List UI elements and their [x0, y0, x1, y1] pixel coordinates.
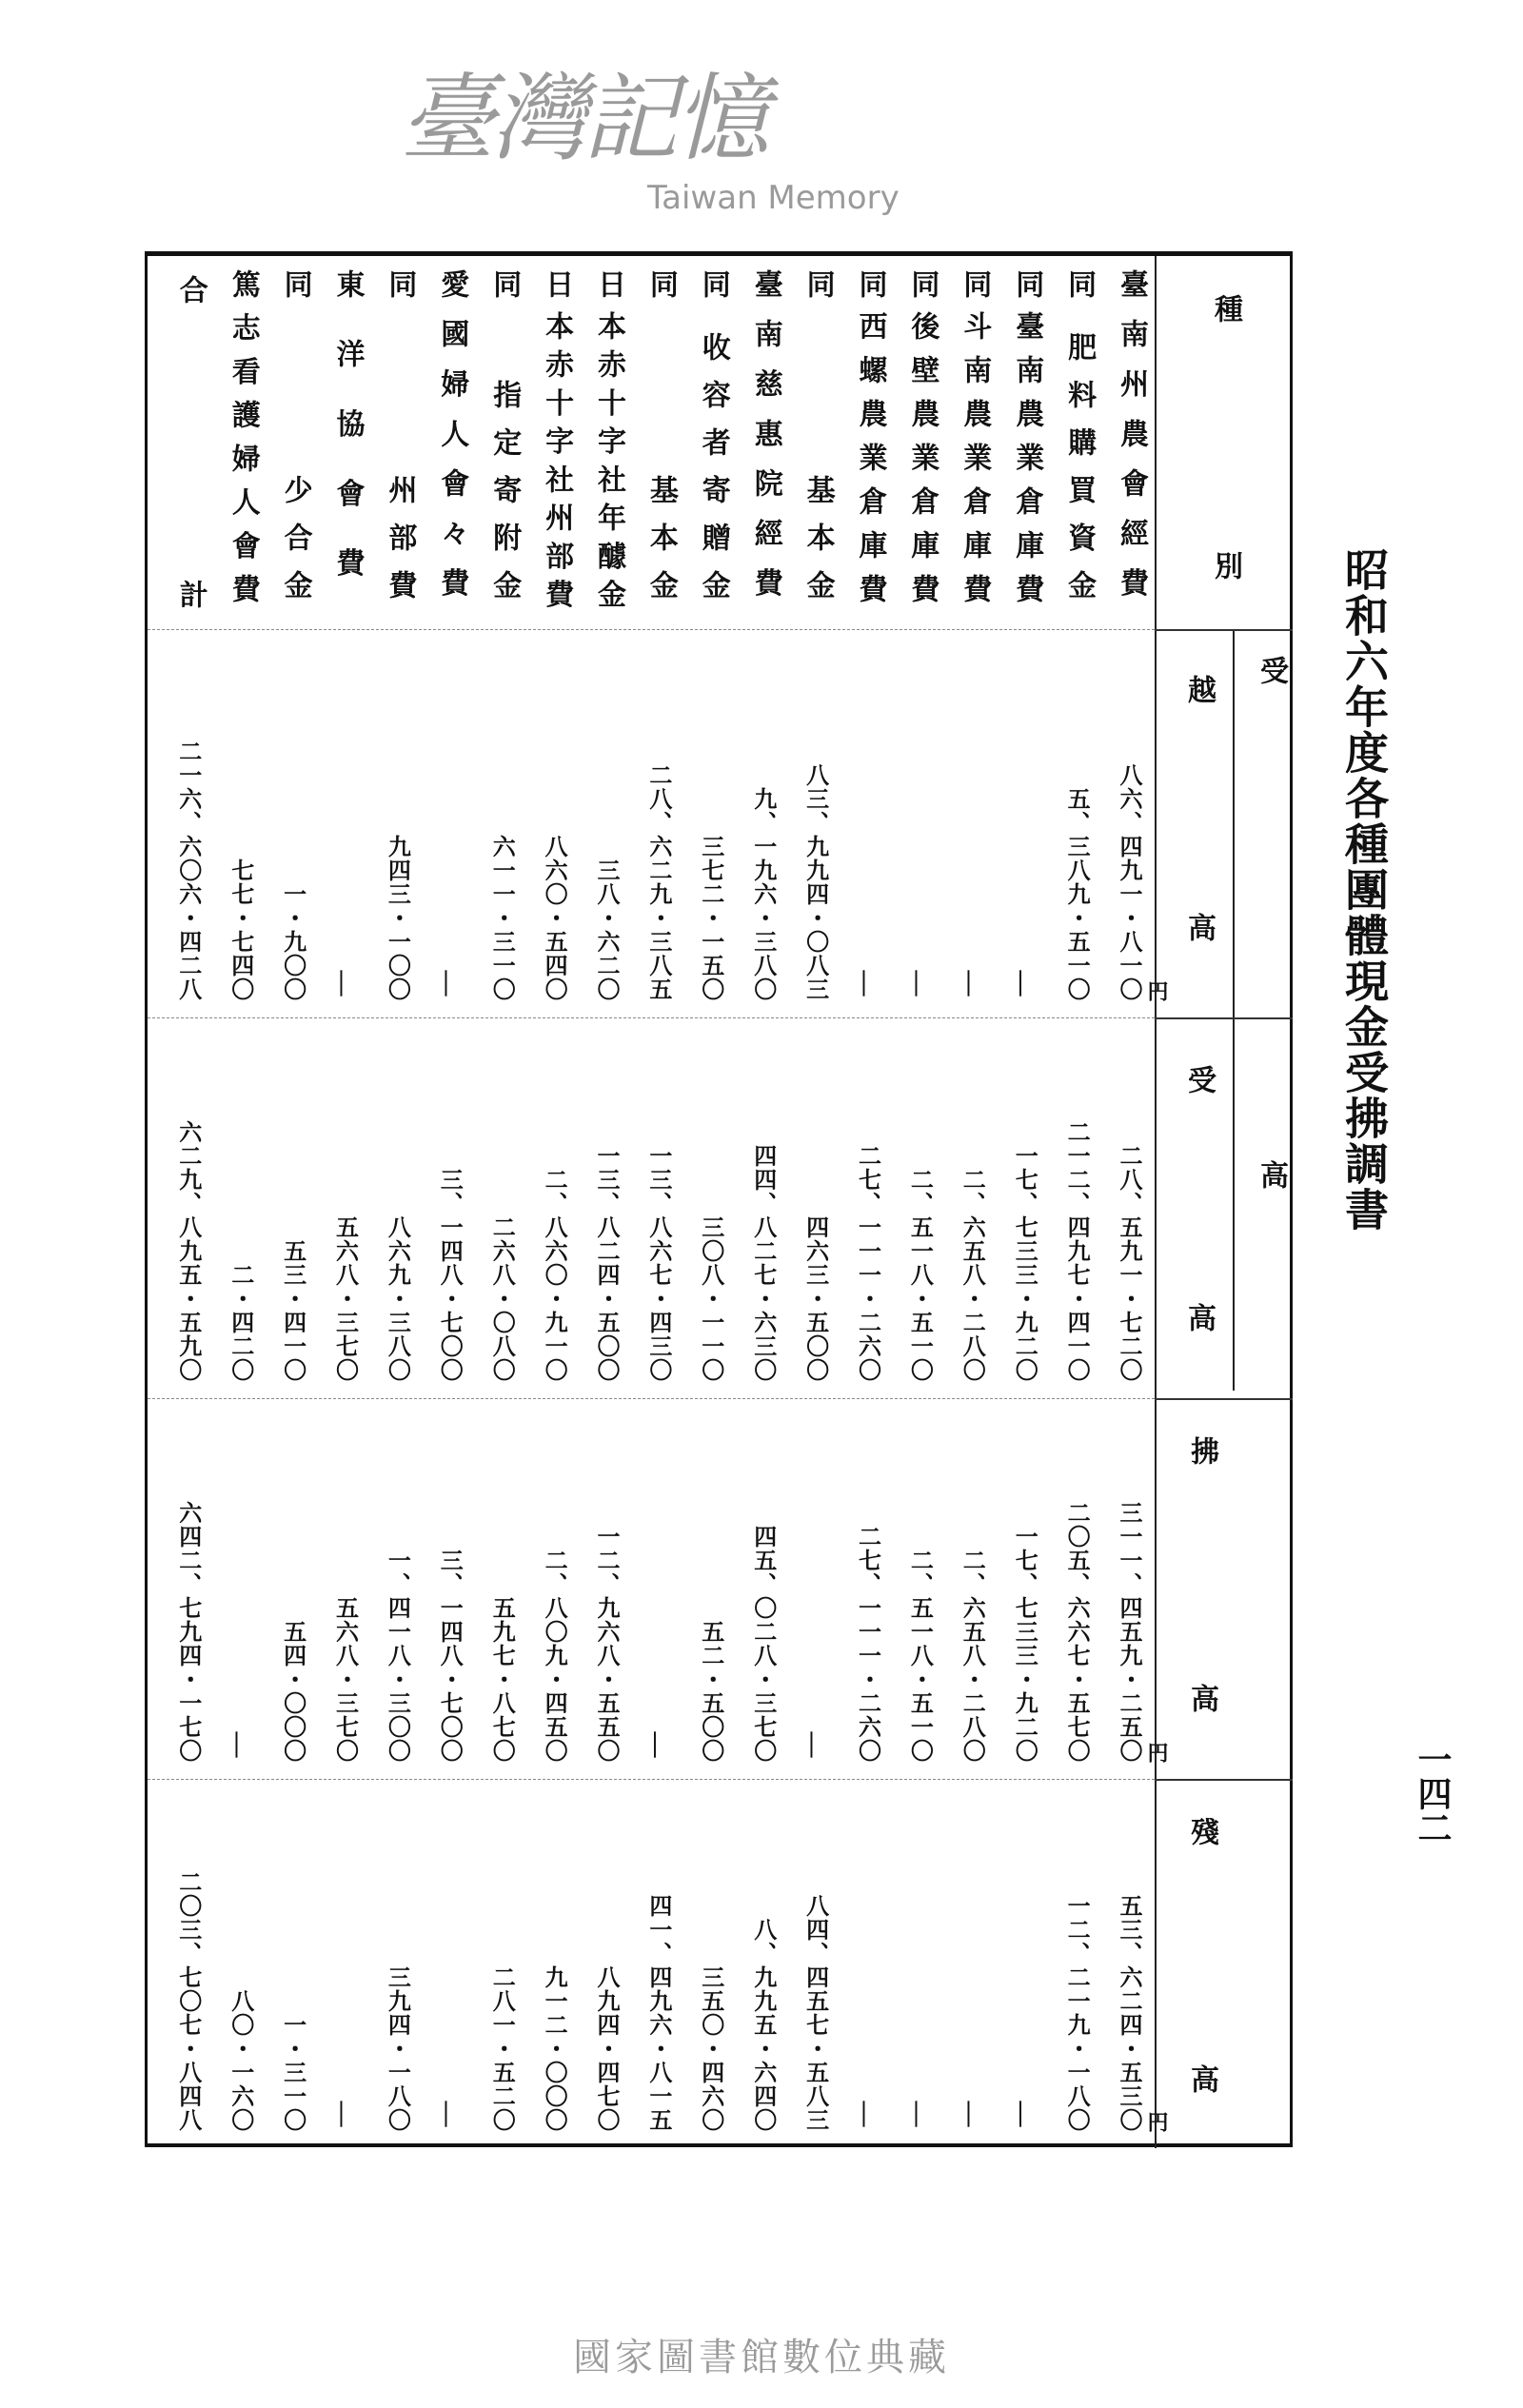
row-category-name: 臺南農業倉庫費 — [1010, 311, 1044, 618]
row-prefix: 同 — [1010, 269, 1044, 298]
row-category-name: 臺南慈惠院經費 — [748, 269, 782, 618]
row-category-name: 本赤十字社年醵金 — [592, 311, 625, 618]
section-divider — [148, 1779, 1155, 1780]
row-prefix: 同 — [383, 269, 417, 298]
cell-balance: 一二、二一九・一八〇 — [1063, 1894, 1092, 2132]
cell-receipts: 八六九・三八〇 — [384, 1215, 412, 1382]
cell-payments: 三、一四八・七〇〇 — [436, 1549, 465, 1763]
cell-payments: — — [639, 1730, 673, 1759]
cell-receipts: 二・四二〇 — [227, 1263, 255, 1382]
cell-payments: 五六八・三七〇 — [331, 1596, 360, 1763]
cell-carryover: 三八・六二〇 — [593, 859, 621, 1001]
cell-balance: — — [326, 2100, 360, 2128]
cell-payments: 五九七・八七〇 — [488, 1596, 517, 1763]
row-prefix: 同 — [487, 269, 522, 298]
cell-balance: 八〇・一六〇 — [227, 1989, 255, 2132]
header-carryover: 越高 — [1182, 675, 1216, 1151]
header-divider — [1155, 256, 1157, 2148]
cell-carryover: — — [953, 969, 987, 997]
row-category-name: 少合金 — [278, 475, 312, 618]
cell-receipts: 一三、八二四・五〇〇 — [593, 1144, 621, 1382]
row-category-name: 後壁農業倉庫費 — [905, 311, 940, 618]
cell-balance: 八四、四五七・五八三 — [801, 1894, 830, 2132]
cell-receipts: 一七、七三三・九二〇 — [1011, 1144, 1039, 1382]
cell-balance: 二八一・五二〇 — [488, 1965, 517, 2132]
row-category-name: 本赤十字社州部費 — [540, 311, 574, 618]
header-payments: 拂高 — [1185, 1436, 1218, 1931]
cell-balance: 九一二・〇〇〇 — [541, 1965, 569, 2132]
row-category-name: 臺南州農會經費 — [1115, 269, 1148, 618]
row-prefix: 同 — [278, 269, 312, 298]
total-label-bottom: 計 — [173, 580, 208, 608]
yen-unit-label: 円 — [1144, 980, 1169, 1001]
row-category-name: 肥料購買資金 — [1062, 332, 1097, 618]
row-category-name: 基本金 — [643, 475, 678, 618]
header-receipts: 受高 — [1182, 1065, 1216, 1541]
cell-balance: 八九四・四七〇 — [593, 1965, 621, 2132]
cell-payments: 六四二、七九四・一七〇 — [174, 1501, 203, 1763]
cell-balance: — — [430, 2100, 465, 2128]
cell-carryover: 一・九〇〇 — [279, 882, 307, 1001]
cell-receipts: 五三・四一〇 — [279, 1239, 307, 1382]
watermark-logo — [400, 63, 933, 228]
row-prefix: 同 — [643, 269, 678, 298]
cell-balance: — — [1005, 2100, 1039, 2128]
footer-credit: 國家圖書館數位典藏 — [573, 2336, 950, 2379]
row-category-name: 州部費 — [383, 475, 417, 618]
cash-receipts-payments-table — [145, 251, 1293, 2312]
row-prefix: 同 — [905, 269, 940, 298]
row-category-name: 東洋協會費 — [330, 269, 365, 618]
row-prefix: 同 — [853, 269, 887, 298]
cell-payments: 一七、七三三・九二〇 — [1011, 1525, 1039, 1763]
cell-carryover: — — [1005, 969, 1039, 997]
cell-receipts: 三、一四八・七〇〇 — [436, 1168, 465, 1382]
cell-receipts: 二、五一八・五一〇 — [906, 1168, 935, 1382]
yen-unit-label: 円 — [1144, 1742, 1169, 1763]
cell-payments: 三一一、四五九・二五〇 — [1116, 1501, 1143, 1763]
cell-payments: 四五、〇二八・三七〇 — [749, 1525, 778, 1763]
cell-balance: — — [953, 2100, 987, 2128]
row-prefix: 日 — [540, 269, 574, 298]
cell-balance: 二〇三、七〇七・八四八 — [174, 1870, 203, 2132]
watermark-sub: Taiwan Memory — [647, 179, 900, 217]
cell-balance: 三九四・一八〇 — [384, 1965, 412, 2132]
cell-balance: 八、九九五・六四〇 — [749, 1918, 778, 2132]
cell-carryover: 五、三八九・五一〇 — [1063, 787, 1092, 1001]
row-category-name: 收容者寄贈金 — [696, 332, 730, 618]
row-category-name: 指定寄附金 — [487, 380, 522, 618]
cell-carryover: — — [430, 969, 465, 997]
cell-receipts: 五六八・三七〇 — [331, 1215, 360, 1382]
cell-payments: 二、五一八・五一〇 — [906, 1549, 935, 1763]
cell-balance: — — [900, 2100, 935, 2128]
cell-balance: 五三、六二四・五三〇 — [1116, 1894, 1143, 2132]
page-number: 一四二 — [1413, 1742, 1453, 1845]
cell-payments: 一、四一八・三〇〇 — [384, 1549, 412, 1763]
cell-balance: — — [848, 2100, 882, 2128]
cell-receipts: 二六八・〇八〇 — [488, 1215, 517, 1382]
cell-payments: 二、六五八・二八〇 — [959, 1549, 987, 1763]
cell-payments: 一二、九六八・五五〇 — [593, 1525, 621, 1763]
cell-balance: 三五〇・四六〇 — [697, 1965, 725, 2132]
cell-carryover: 八六〇・五四〇 — [541, 835, 569, 1001]
cell-carryover: 二八、六二九・三八五 — [644, 763, 673, 1001]
header-balance: 殘高 — [1185, 1817, 1218, 2312]
section-divider — [1155, 1779, 1293, 1781]
section-divider — [148, 629, 1155, 630]
cell-receipts: 四六三・五〇〇 — [801, 1215, 830, 1382]
cell-receipts: 二七、一一一・二六〇 — [854, 1144, 882, 1382]
row-category-name: 基本金 — [801, 475, 835, 618]
row-category-name: 西螺農業倉庫費 — [853, 311, 887, 618]
cell-receipts: 四四、八二七・六三〇 — [749, 1144, 778, 1382]
cell-receipts: 一三、八六七・四三〇 — [644, 1144, 673, 1382]
cell-carryover: — — [900, 969, 935, 997]
cell-carryover: 六一一・三一〇 — [488, 835, 517, 1001]
cell-carryover: 二一六、六〇六・四二八 — [174, 740, 203, 1001]
cell-carryover: — — [848, 969, 882, 997]
cell-carryover: 八三、九九四・〇八三 — [801, 763, 830, 1001]
row-prefix: 同 — [696, 269, 730, 298]
row-category-name: 斗南農業倉庫費 — [958, 311, 992, 618]
cell-payments: 二、八〇九・四五〇 — [541, 1549, 569, 1763]
cell-payments: 五二・五〇〇 — [697, 1620, 725, 1763]
cell-balance: 四一、四九六・八一五 — [644, 1894, 673, 2132]
cell-carryover: 三七二・一五〇 — [697, 835, 725, 1001]
cell-receipts: 三〇八・一一〇 — [697, 1215, 725, 1382]
header-receipts-group: 受高 — [1255, 656, 1288, 1665]
yen-unit-label: 円 — [1144, 2111, 1169, 2132]
cell-payments: 二七、一一一・二六〇 — [854, 1525, 882, 1763]
cell-receipts: 六二九、八九五・五九〇 — [174, 1120, 203, 1382]
watermark-main: 臺灣記憶 — [400, 63, 765, 174]
document-title: 昭和六年度各種團體現金受拂調書 — [1338, 547, 1390, 1233]
cell-receipts: 二一二、四九七・四一〇 — [1063, 1120, 1092, 1382]
cell-receipts: 二、六五八・二八〇 — [959, 1168, 987, 1382]
cell-receipts: 二八、五九一・七二〇 — [1116, 1144, 1143, 1382]
cell-carryover: 八六、四九一・八一〇 — [1116, 763, 1143, 1001]
total-label-top: 合 — [173, 275, 208, 304]
row-prefix: 同 — [1062, 269, 1097, 298]
section-divider — [148, 1398, 1155, 1399]
header-category: 種別 — [1209, 294, 1242, 808]
row-prefix: 同 — [801, 269, 835, 298]
row-category-name: 愛國婦人會々費 — [435, 269, 469, 618]
cell-carryover: 九四三・一〇〇 — [384, 835, 412, 1001]
cell-receipts: 二、八六〇・九一〇 — [541, 1168, 569, 1382]
cell-payments: — — [221, 1730, 255, 1759]
cell-payments: 五四・〇〇〇 — [279, 1620, 307, 1763]
row-prefix: 同 — [958, 269, 992, 298]
cell-carryover: 九、一九六・三八〇 — [749, 787, 778, 1001]
row-prefix: 日 — [592, 269, 625, 298]
cell-payments: — — [796, 1730, 830, 1759]
row-category-name: 篤志看護婦人會費 — [226, 269, 260, 618]
cell-payments: 二〇五、六六七・五七〇 — [1063, 1501, 1092, 1763]
cell-carryover: 七七・七四〇 — [227, 859, 255, 1001]
cell-balance: 一・三一〇 — [279, 2013, 307, 2132]
cell-carryover: — — [326, 969, 360, 997]
section-divider — [148, 1017, 1155, 1018]
